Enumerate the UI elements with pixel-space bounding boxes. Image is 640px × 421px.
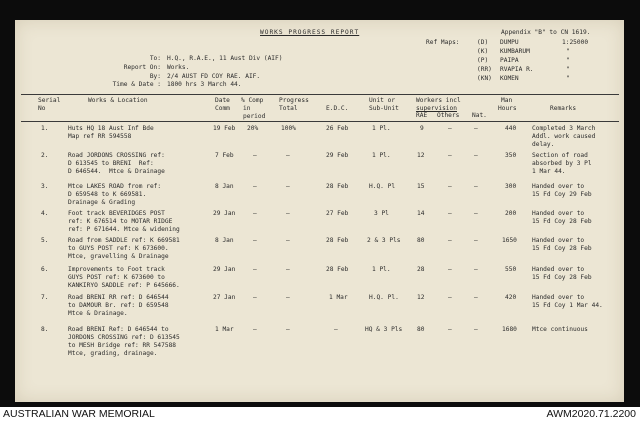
cell-works: to GUYS POST ref: K 673600. — [68, 245, 169, 252]
time-date-label: Time & Date : — [112, 81, 161, 88]
header-workers: Workers incl — [416, 97, 461, 104]
cell-hours: 200 — [505, 210, 517, 217]
cell-hours: 350 — [505, 152, 517, 159]
cell-edc: 28 Feb — [326, 266, 349, 273]
header-progress: Progress — [279, 97, 309, 104]
time-date-value: 1800 hrs 3 March 44. — [167, 81, 242, 88]
table-header-rule — [21, 121, 619, 122]
cell-edc: – — [334, 326, 338, 333]
header-pct-in: in — [243, 105, 251, 112]
cell-works: D 613545 to BRENI Ref: — [68, 160, 154, 167]
cell-hours: 420 — [505, 294, 517, 301]
cell-others: – — [448, 294, 452, 301]
cell-edc: 29 Feb — [326, 152, 349, 159]
cell-edc: 26 Feb — [326, 125, 349, 132]
cell-unit: H.Q. Pl — [369, 183, 396, 190]
document-title: WORKS PROGRESS REPORT — [260, 29, 360, 36]
cell-rae: 12 — [417, 294, 425, 301]
cell-others: – — [448, 266, 452, 273]
header-subunit: Sub-Unit — [369, 105, 399, 112]
cell-hours: 1650 — [502, 237, 517, 244]
report-on-label: Report On: — [123, 64, 161, 71]
cell-remarks: Mtce continuous — [532, 326, 588, 333]
cell-others: – — [448, 237, 452, 244]
cell-works: ref: P 671644. Mtce & widening — [68, 226, 180, 233]
cell-date: 8 Jan — [215, 183, 234, 190]
header-date: Date — [215, 97, 230, 104]
cell-serial: 5. — [41, 237, 49, 244]
cell-date: 1 Mar — [215, 326, 234, 333]
cell-unit: 1 Pl. — [372, 125, 391, 132]
cell-rae: 80 — [417, 326, 425, 333]
cell-works: Road JORDONS CROSSING ref: — [68, 152, 165, 159]
cell-pct: – — [253, 210, 257, 217]
cell-serial: 1. — [41, 125, 49, 132]
cell-edc: 27 Feb — [326, 210, 349, 217]
cell-nat: – — [474, 266, 478, 273]
cell-remarks: Section of road — [532, 152, 588, 159]
cell-others: – — [448, 210, 452, 217]
document-page — [15, 20, 624, 402]
cell-hours: 300 — [505, 183, 517, 190]
to-value: H.Q., R.A.E., 11 Aust Div (AIF) — [167, 55, 283, 62]
header-unit: Unit or — [369, 97, 396, 104]
cell-unit: 1 Pl. — [372, 266, 391, 273]
cell-date: 7 Feb — [215, 152, 234, 159]
cell-works: Foot track BEVERIDGES POST — [68, 210, 165, 217]
by-label: By: — [149, 73, 161, 80]
cell-date: 27 Jan — [213, 294, 236, 301]
cell-rae: 28 — [417, 266, 425, 273]
cell-unit: 3 Pl — [374, 210, 389, 217]
cell-remarks: 15 Fd Coy 29 Feb — [532, 191, 592, 198]
cell-date: 29 Jan — [213, 210, 236, 217]
cell-nat: – — [474, 152, 478, 159]
cell-pct: – — [253, 294, 257, 301]
header-man: Man — [501, 97, 513, 104]
cell-remarks: Handed over to — [532, 183, 585, 190]
cell-hours: 440 — [505, 125, 517, 132]
cell-nat: – — [474, 237, 478, 244]
cell-works: KANKIRYO SADDLE ref: P 645666. — [68, 282, 180, 289]
ref-map-scale: " — [566, 75, 570, 82]
cell-works: to DAMOUR Br. ref: D 659548 — [68, 302, 169, 309]
cell-nat: – — [474, 125, 478, 132]
cell-total: – — [286, 294, 290, 301]
ref-map-name: PAIPA — [500, 57, 519, 64]
cell-date: 8 Jan — [215, 237, 234, 244]
cell-remarks: Handed over to — [532, 294, 585, 301]
archive-name: AUSTRALIAN WAR MEMORIAL — [3, 408, 155, 420]
cell-total: – — [286, 210, 290, 217]
cell-rae: 12 — [417, 152, 425, 159]
cell-nat: – — [474, 183, 478, 190]
cell-works: to MESH Bridge ref: RR 547588 — [68, 342, 177, 349]
cell-others: – — [448, 326, 452, 333]
ref-map-name: RVAPIA R. — [500, 66, 534, 73]
cell-serial: 2. — [41, 152, 49, 159]
ref-map-code: (K) — [477, 48, 489, 55]
cell-works: Road from SADDLE ref: K 669581 — [68, 237, 180, 244]
cell-remarks: 15 Fd Coy 28 Feb — [532, 245, 592, 252]
header-pct-period: period — [243, 113, 266, 120]
cell-others: – — [448, 152, 452, 159]
ref-map-code: (P) — [477, 57, 489, 64]
cell-works: Road BRENI Ref: D 646544 to — [68, 326, 169, 333]
cell-remarks: 1 Mar 44. — [532, 168, 566, 175]
cell-date: 29 Jan — [213, 266, 236, 273]
cell-serial: 4. — [41, 210, 49, 217]
cell-hours: 1680 — [502, 326, 517, 333]
cell-works: JORDONS CROSSING ref: D 613545 — [68, 334, 180, 341]
header-others: Others — [437, 112, 460, 119]
cell-pct: – — [253, 183, 257, 190]
cell-edc: 1 Mar — [329, 294, 348, 301]
cell-works: Map ref RR 594558 — [68, 133, 132, 140]
cell-works: D 659548 to K 669581. — [68, 191, 147, 198]
header-pct: % Comp — [241, 97, 264, 104]
cell-hours: 550 — [505, 266, 517, 273]
cell-works: Drainage & Grading — [68, 199, 136, 206]
ref-map-scale: " — [566, 48, 570, 55]
header-comm: Comm — [215, 105, 230, 112]
header-edc: E.D.C. — [326, 105, 349, 112]
cell-works: Mtce, grading, drainage. — [68, 350, 158, 357]
ref-map-name: DUMPU — [500, 39, 519, 46]
cell-total: – — [286, 326, 290, 333]
ref-maps-label: Ref Maps: — [426, 39, 460, 46]
ref-map-name: KUMBARUM — [500, 48, 530, 55]
header-supervision: supervision — [416, 105, 457, 112]
header-works: Works & Location — [88, 97, 148, 104]
cell-total: – — [286, 237, 290, 244]
cell-nat: – — [474, 294, 478, 301]
ref-map-code: (RR) — [477, 66, 492, 73]
header-no: No — [38, 105, 46, 112]
cell-remarks: Handed over to — [532, 266, 585, 273]
cell-pct: 20% — [247, 125, 259, 132]
cell-total: – — [286, 266, 290, 273]
cell-remarks: delay. — [532, 141, 555, 148]
cell-works: Improvements to Foot track — [68, 266, 165, 273]
cell-remarks: absorbed by 3 Pl — [532, 160, 592, 167]
cell-nat: – — [474, 326, 478, 333]
cell-others: – — [448, 183, 452, 190]
cell-date: 19 Feb — [213, 125, 236, 132]
by-value: 2/4 AUST FD COY RAE. AIF. — [167, 73, 261, 80]
cell-remarks: Handed over to — [532, 237, 585, 244]
to-label: To: — [149, 55, 161, 62]
cell-unit: H.Q. Pl. — [369, 294, 399, 301]
cell-remarks: Addl. work caused — [532, 133, 596, 140]
cell-remarks: 15 Fd Coy 28 Feb — [532, 274, 592, 281]
cell-remarks: Handed over to — [532, 210, 585, 217]
cell-works: Huts HQ 18 Aust Inf Bde — [68, 125, 154, 132]
cell-rae: 14 — [417, 210, 425, 217]
cell-serial: 6. — [41, 266, 49, 273]
cell-total: 100% — [281, 125, 296, 132]
cell-nat: – — [474, 210, 478, 217]
cell-works: ref: K 676514 to MOTAR RIDGE — [68, 218, 173, 225]
cell-works: Mtce LAKES ROAD from ref: — [68, 183, 162, 190]
cell-works: Mtce, gravelling & Drainage — [68, 253, 169, 260]
cell-serial: 3. — [41, 183, 49, 190]
cell-edc: 28 Feb — [326, 237, 349, 244]
header-rae: RAE — [416, 112, 428, 119]
cell-serial: 8. — [41, 326, 49, 333]
cell-rae: 9 — [420, 125, 424, 132]
table-top-rule — [21, 94, 619, 95]
header-hours: Hours — [498, 105, 517, 112]
archive-accession-number: AWM2020.71.2200 — [546, 408, 636, 420]
ref-map-code: (D) — [477, 39, 489, 46]
ref-map-scale: 1:25000 — [562, 39, 589, 46]
cell-remarks: 15 Fd Coy 28 Feb — [532, 218, 592, 225]
cell-unit: 2 & 3 Pls — [367, 237, 401, 244]
cell-rae: 80 — [417, 237, 425, 244]
cell-pct: – — [253, 326, 257, 333]
cell-others: – — [448, 125, 452, 132]
header-total: Total — [279, 105, 298, 112]
ref-map-scale: " — [566, 66, 570, 73]
cell-pct: – — [253, 237, 257, 244]
cell-unit: HQ & 3 Pls — [365, 326, 403, 333]
cell-pct: – — [253, 266, 257, 273]
ref-map-name: KOMEN — [500, 75, 519, 82]
cell-works: Road BRENI RR ref: D 646544 — [68, 294, 169, 301]
header-nat: Nat. — [472, 112, 487, 119]
cell-rae: 15 — [417, 183, 425, 190]
cell-total: – — [286, 152, 290, 159]
ref-map-scale: " — [566, 57, 570, 64]
cell-unit: 1 Pl. — [372, 152, 391, 159]
cell-total: – — [286, 183, 290, 190]
appendix-note: Appendix "B" to CN 1619. — [501, 29, 591, 36]
ref-map-code: (KN) — [477, 75, 492, 82]
cell-edc: 28 Feb — [326, 183, 349, 190]
archive-caption — [0, 407, 640, 421]
report-on-value: Works. — [167, 64, 190, 71]
cell-pct: – — [253, 152, 257, 159]
header-remarks: Remarks — [550, 105, 577, 112]
cell-works: D 646544. Mtce & Drainage — [68, 168, 165, 175]
header-serial: Serial — [38, 97, 61, 104]
cell-remarks: Completed 3 March — [532, 125, 596, 132]
cell-works: Mtce & Drainage. — [68, 310, 128, 317]
cell-serial: 7. — [41, 294, 49, 301]
cell-works: GUYS POST ref: K 673600 to — [68, 274, 165, 281]
cell-remarks: 15 Fd Coy 1 Mar 44. — [532, 302, 603, 309]
